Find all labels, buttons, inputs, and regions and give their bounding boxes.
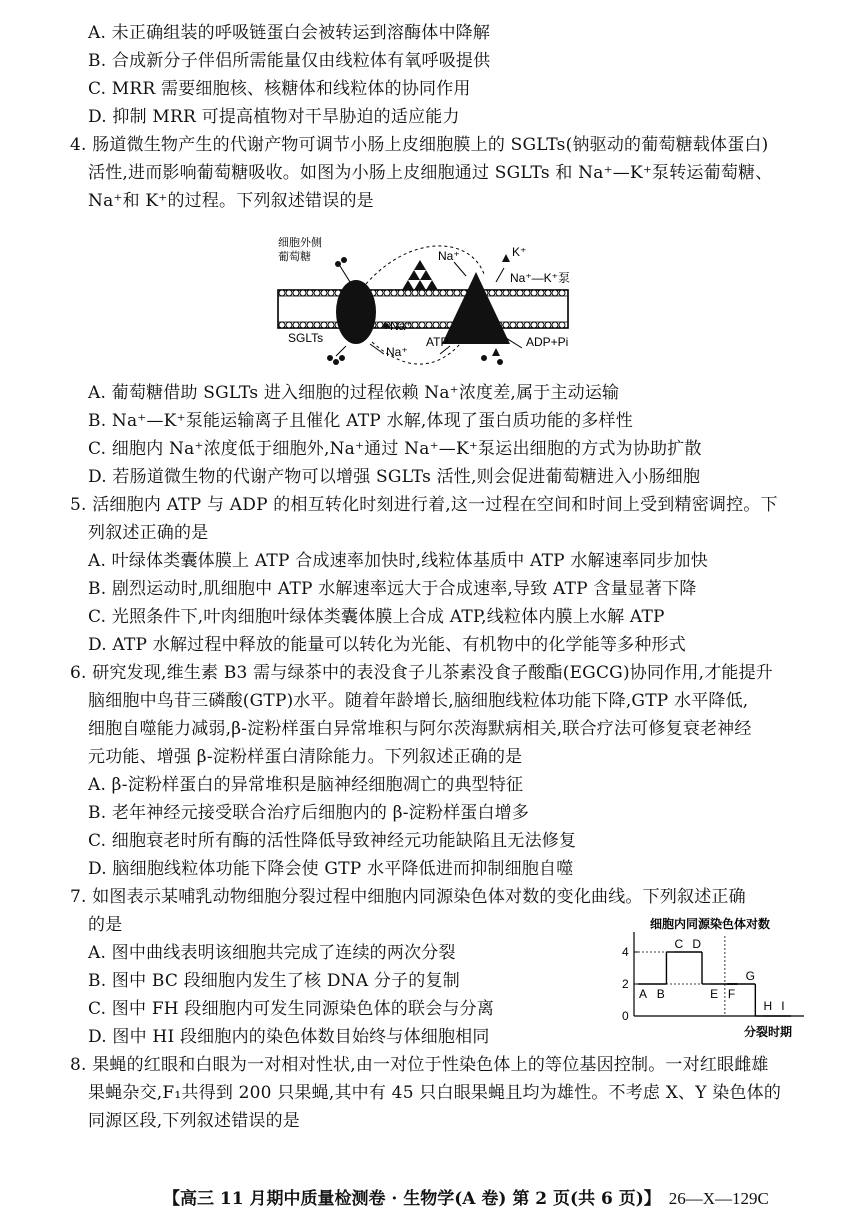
q6-option-d: D. 脑细胞线粒体功能下降会使 GTP 水平降低进而抑制细胞自噬 [88,859,574,879]
phospholipid-head [496,290,502,296]
phospholipid-head [286,290,292,296]
phospholipid-head [321,290,327,296]
phospholipid-head [314,322,320,328]
phospholipid-head [559,290,565,296]
phospholipid-head [510,322,516,328]
q7-homologous-pairs-chart [612,912,812,1040]
q6-stem-line-4: 元功能、增强 β-淀粉样蛋白清除能力。下列叙述正确的是 [88,747,523,767]
q5-option-d: D. ATP 水解过程中释放的能量可以转化为光能、有机物中的化学能等多种形式 [88,635,686,655]
phospholipid-head [377,290,383,296]
q7-option-b: B. 图中 BC 段细胞内发生了核 DNA 分子的复制 [88,971,460,991]
adp-label: ADP+Pi [526,335,569,349]
phospholipid-head [545,290,551,296]
q6-stem-line-1: 6. 研究发现,维生素 B3 需与绿茶中的表没食子儿茶素没食子酸酯(EGCG)协同作用,才能提升 [70,663,773,683]
phospholipid-head [524,290,530,296]
phospholipid-head [307,322,313,328]
q7-stem-line-1: 7. 如图表示某哺乳动物细胞分裂过程中细胞内同源染色体对数的变化曲线。下列叙述正确 [70,887,746,907]
phospholipid-head [398,290,404,296]
q3-option-c: C. MRR 需要细胞核、核糖体和线粒体的协同作用 [88,79,471,99]
phospholipid-head [279,290,285,296]
q4-stem-line-1: 4. 肠道微生物产生的代谢产物可调节小肠上皮细胞膜上的 SGLTs(钠驱动的葡萄糖载体蛋白) [70,135,769,155]
phospholipid-head [440,290,446,296]
phospholipid-head [503,322,509,328]
phospholipid-head [510,290,516,296]
point-label-H: H [763,999,773,1013]
phospholipid-head [384,290,390,296]
q5-stem-line-1: 5. 活细胞内 ATP 与 ADP 的相互转化时刻进行着,这一过程在空间和时间上受到精密调控。下 [70,495,778,515]
q8-stem-line-1: 8. 果蝇的红眼和白眼为一对相对性状,由一对位于性染色体上的等位基因控制。一对红眼雌雄 [70,1055,769,1075]
point-label-B: B [656,987,665,1001]
sglts-label: SGLTs [288,331,324,345]
phospholipid-head [552,322,558,328]
phospholipid-head [503,290,509,296]
phospholipid-head [377,322,383,328]
q5-option-a: A. 叶绿体类囊体膜上 ATP 合成速率加快时,线粒体基质中 ATP 水解速率同步加快 [88,551,708,571]
na-top-label: Na⁺ [438,249,460,263]
y-tick-label-4: 4 [622,945,629,959]
q4-stem-line-3: Na⁺和 K⁺的过程。下列叙述错误的是 [88,191,374,211]
atp-label: ATP [426,335,449,349]
point-label-F: F [727,987,736,1001]
q7-stem-line-2: 的是 [88,915,123,935]
phospholipid-head [545,322,551,328]
phospholipid-head [300,322,306,328]
chart-xlabel: 分裂时期 [744,1025,793,1039]
point-label-E: E [710,987,719,1001]
k-top-label: K⁺ [512,245,527,259]
phospholipid-head [300,290,306,296]
q7-option-a: A. 图中曲线表明该细胞共完成了连续的两次分裂 [88,943,456,963]
phospholipid-head [412,290,418,296]
phospholipid-head [328,322,334,328]
phospholipid-head [286,322,292,328]
phospholipid-head [405,290,411,296]
phospholipid-head [426,290,432,296]
point-label-A: A [639,987,648,1001]
phospholipid-head [454,290,460,296]
q6-stem-line-2: 脑细胞中鸟苷三磷酸(GTP)水平。随着年龄增长,脑细胞线粒体功能下降,GTP 水平降低, [88,691,749,711]
phospholipid-head [426,322,432,328]
phospholipid-head [524,322,530,328]
na-bottom-label: Na⁺ [386,345,408,359]
phospholipid-head [538,322,544,328]
q6-stem-line-3: 细胞自噬能力减弱,β-淀粉样蛋白异常堆积与阿尔茨海默病相关,联合疗法可修复衰老神经 [88,719,752,739]
phospholipid-head [440,322,446,328]
page-footer [163,1184,853,1209]
q4-option-c: C. 细胞内 Na⁺浓度低于细胞外,Na⁺通过 Na⁺—K⁺泵运出细胞的方式为协助扩散 [88,439,702,459]
chart-title: 细胞内同源染色体对数 [650,917,771,931]
point-label-D: D [692,937,702,951]
outside-label-1: 细胞外侧 [278,237,322,249]
q6-option-c: C. 细胞衰老时所有酶的活性降低导致神经元功能缺陷且无法修复 [88,831,577,851]
q6-option-b: B. 老年神经元接受联合治疗后细胞内的 β-淀粉样蛋白增多 [88,803,530,823]
sglts-carrier [336,280,376,344]
phospholipid-head [314,290,320,296]
phospholipid-head [433,322,439,328]
phospholipid-head [552,290,558,296]
phospholipid-head [328,290,334,296]
q5-option-b: B. 剧烈运动时,肌细胞中 ATP 水解速率远大于合成速率,导致 ATP 含量显著下降 [88,579,697,599]
q4-membrane-diagram [270,226,600,372]
phospholipid-head [559,322,565,328]
q7-option-d: D. 图中 HI 段细胞内的染色体数目始终与体细胞相同 [88,1027,490,1047]
pump-label: Na⁺—K⁺泵 [510,271,571,285]
phospholipid-head [412,322,418,328]
q4-stem-line-2: 活性,进而影响葡萄糖吸收。如图为小肠上皮细胞通过 SGLTs 和 Na⁺—K⁺泵转运葡萄糖、 [88,163,773,183]
q4-option-d: D. 若肠道微生物的代谢产物可以增强 SGLTs 活性,则会促进葡萄糖进入小肠细胞 [88,467,701,487]
phospholipid-head [419,290,425,296]
y-tick-label-2: 2 [622,977,629,991]
phospholipid-head [293,290,299,296]
outside-label-2: 葡萄糖 [278,251,311,263]
q8-stem-line-3: 同源区段,下列叙述错误的是 [88,1111,301,1131]
q3-option-b: B. 合成新分子伴侣所需能量仅由线粒体有氧呼吸提供 [88,51,491,71]
phospholipid-head [531,290,537,296]
q3-option-a: A. 未正确组装的呼吸链蛋白会被转运到溶酶体中降解 [88,23,491,43]
phospholipid-head [307,290,313,296]
q8-stem-line-2: 果蝇杂交,F₁共得到 200 只果蝇,其中有 45 只白眼果蝇且均为雄性。不考虑 X、Y 染色体的 [88,1083,782,1103]
phospholipid-head [279,322,285,328]
point-label-C: C [674,937,684,951]
q6-option-a: A. β-淀粉样蛋白的异常堆积是脑神经细胞凋亡的典型特征 [88,775,524,795]
footer-text: 【高三 11 月期中质量检测卷 · 生物学(A 卷) 第 2 页(共 6 页)】 [163,1189,661,1209]
q3-option-d: D. 抑制 MRR 可提高植物对干旱胁迫的适应能力 [88,107,460,127]
phospholipid-head [433,290,439,296]
point-label-G: G [745,969,756,983]
phospholipid-head [531,322,537,328]
q4-option-b: B. Na⁺—K⁺泵能运输离子且催化 ATP 水解,体现了蛋白质功能的多样性 [88,411,633,431]
phospholipid-head [391,290,397,296]
phospholipid-head [517,290,523,296]
phospholipid-head [321,322,327,328]
phospholipid-head [489,290,495,296]
phospholipid-head [419,322,425,328]
q5-option-c: C. 光照条件下,叶肉细胞叶绿体类囊体膜上合成 ATP,线粒体内膜上水解 ATP [88,607,665,627]
footer-code: 26—X—129C [668,1189,769,1208]
phospholipid-head [293,322,299,328]
q5-stem-line-2: 列叙述正确的是 [88,523,209,543]
na-mid-label: Na⁺ [390,319,412,333]
phospholipid-head [538,290,544,296]
q4-option-a: A. 葡萄糖借助 SGLTs 进入细胞的过程依赖 Na⁺浓度差,属于主动运输 [88,383,620,403]
phospholipid-head [517,322,523,328]
phospholipid-head [447,290,453,296]
y-tick-label-0: 0 [622,1009,629,1023]
point-label-I: I [781,999,785,1013]
q7-option-c: C. 图中 FH 段细胞内可发生同源染色体的联会与分离 [88,999,495,1019]
